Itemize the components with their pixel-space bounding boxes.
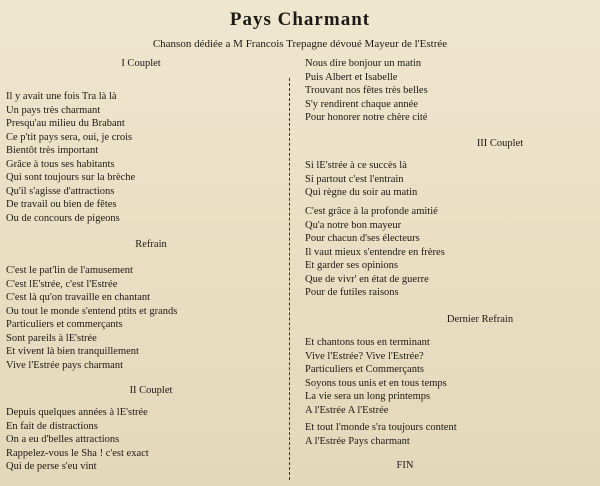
verse-line: Si lE'strée à ce succès là	[305, 160, 407, 171]
verse-line: C'est là qu'on travaille en chantant	[6, 292, 151, 303]
verse-line: On a eu d'belles attractions	[6, 434, 120, 445]
verse-line: C'est le pat'lin de l'amusement	[6, 265, 133, 276]
verse-line: Pour honorer notre chère cité	[305, 112, 428, 123]
verse-line: Rappelez-vous le Sha ! c'est exact	[6, 447, 149, 459]
verse-line: Vive l'Estrée pays charmant	[6, 359, 124, 371]
verse-line: Un pays très charmant	[6, 104, 101, 116]
verse-line: Il vaut mieux s'entendre en frères	[305, 246, 445, 258]
couplet-1-heading: I Couplet	[121, 58, 161, 69]
verse-line: Particuliers et commerçants	[6, 319, 123, 330]
refrain-verse	[6, 264, 276, 372]
verse-line: Pour de futiles raisons	[305, 287, 399, 298]
song-title: Pays Charmant	[229, 9, 371, 30]
verse-line: Soyons tous unis et en tous temps	[305, 377, 447, 389]
verse-line: Que de vivr' en état de guerre	[305, 273, 429, 285]
verse-line: Ou tout le monde s'entend ptits et grands	[6, 305, 178, 317]
verse-line: Et vivent là bien tranquillement	[6, 346, 139, 357]
verse-line: Puis Albert et Isabelle	[305, 71, 398, 83]
verse-line: Et garder ses opinions	[305, 260, 399, 271]
final-refrain-verse-a	[305, 336, 595, 417]
verse-line: A l'Estrée A l'Estrée	[305, 404, 389, 416]
verse-line: Presqu'au milieu du Brabant	[6, 118, 125, 129]
verse-line: Grâce à tous ses habitants	[6, 158, 115, 170]
verse-line: Si partout c'est l'entrain	[305, 173, 404, 185]
verse-line: Qu'il s'agisse d'attractions	[6, 185, 115, 197]
verse-line: Qui règne du soir au matin	[305, 187, 418, 198]
verse-line: S'y rendirent chaque année	[305, 98, 418, 110]
verse-line: C'est lE'strée, c'est l'Estrée	[6, 278, 118, 290]
refrain-heading: Refrain	[135, 239, 167, 250]
verse-line: Trouvant nos fêtes très belles	[305, 85, 428, 96]
couplet-3-heading: III Couplet	[476, 138, 524, 149]
verse-line: Bientôt très important	[6, 145, 99, 156]
verse-line: Qu'a notre bon mayeur	[305, 219, 402, 231]
verse-line: Il y avait une fois Tra là là	[6, 91, 117, 102]
verse-line: Qui de perse s'eu vint	[6, 461, 97, 472]
couplet-2-continued	[305, 57, 595, 125]
couplet-3-verse-a	[305, 159, 595, 200]
couplet-1-verse	[6, 90, 276, 225]
verse-line: En fait de distractions	[6, 420, 98, 432]
verse-line: Nous dire bonjour un matin	[305, 58, 422, 69]
couplet-3-verse-b	[305, 205, 595, 300]
verse-line: Vive l'Estrée? Vive l'Estrée?	[305, 350, 424, 362]
verse-line: De travail ou bien de fêtes	[6, 199, 117, 210]
verse-line: Ce p'tit pays sera, oui, je crois	[6, 131, 133, 143]
verse-line: Et tout l'monde s'ra toujours content	[305, 422, 457, 433]
verse-line: C'est grâce à la profonde amitié	[305, 206, 438, 217]
verse-line: La vie sera un long printemps	[305, 391, 431, 402]
verse-line: Sont pareils à lE'strée	[6, 332, 97, 344]
column-divider	[289, 78, 291, 480]
final-refrain-verse-b	[305, 421, 595, 448]
fin-label: FIN	[396, 460, 414, 471]
verse-line: Depuis quelques années à lE'strée	[6, 407, 148, 418]
verse-line: Pour chacun d'ses électeurs	[305, 233, 420, 244]
verse-line: Et chantons tous en terminant	[305, 337, 430, 348]
final-refrain-heading: Dernier Refrain	[446, 314, 514, 325]
verse-line: Qui sont toujours sur la brèche	[6, 172, 136, 183]
couplet-2-verse	[6, 406, 276, 474]
verse-line: A l'Estrée Pays charmant	[305, 435, 410, 447]
song-dedication: Chanson dédiée a M Francois Trepagne dévoué Mayeur de l'Estrée	[152, 38, 448, 50]
verse-line: Particuliers et Commerçants	[305, 364, 424, 375]
couplet-2-heading: II Couplet	[129, 385, 173, 396]
verse-line: Ou de concours de pigeons	[6, 212, 120, 224]
